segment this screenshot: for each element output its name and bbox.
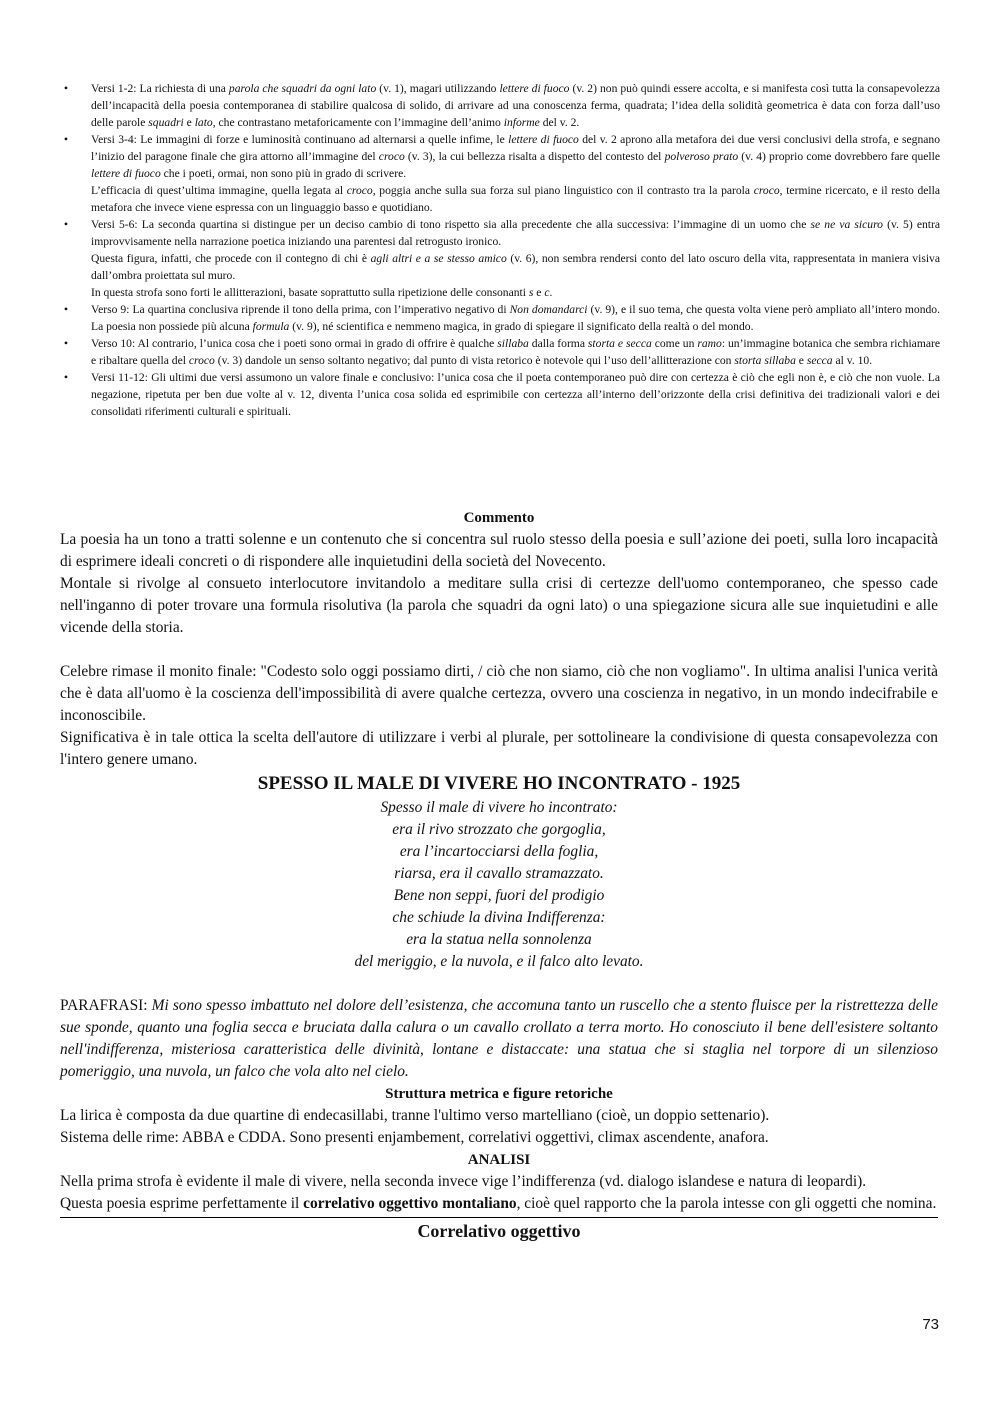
- analysis-bullet-item: [60, 80, 940, 131]
- analisi-line-1: Nella prima strofa è evidente il male di vivere, nella seconda invece vige l’indifferenza (vd. dialogo islandese e natura di leopardi).: [60, 1173, 867, 1190]
- analisi-heading: ANALISI: [467, 1152, 531, 1168]
- parafrasi-label: PARAFRASI:: [60, 997, 148, 1014]
- poem-line: che schiude la divina Indifferenza:: [392, 909, 606, 926]
- bullet-dot-icon: •: [63, 132, 69, 146]
- analysis-bullet-text: Verso 10: Al contrario, l’unica cosa che i poeti sono ormai in grado di offrire è qualche sillaba dalla forma storta e secca come un ramo: un’immagine botanica che sembra richiamare e ribaltare quella del croco (v. 3) dandole un senso soltanto negativo; dal punto di vista retorico è notevole qui l’uso dell’allitterazione con storta sillaba e secca al v. 10.: [91, 337, 940, 367]
- struttura-line-2: Sistema delle rime: ABBA e CDDA. Sono presenti enjambement, correlativi oggettivi, climax ascendente, anafora.: [60, 1129, 769, 1146]
- analysis-bullet-text: Versi 1-2: La richiesta di una parola che squadri da ogni lato (v. 1), magari utilizzando lettere di fuoco (v. 2) non può quindi essere accolta, e si manifesta così tutta la consapevolezza dell’incapacità della poesia contemporanea di stabilire qualcosa di solido, di arrivare ad una conoscenza ferma, quadrata; l’idea della solidità geometrica è data con forza dall’uso delle parole squadri e lato, che contrastano metaforicamente con l’immagine dell’animo informe del v. 2.: [91, 82, 941, 129]
- bullet-dot-icon: •: [63, 302, 69, 316]
- poem-line: del meriggio, e la nuvola, e il falco alto levato.: [354, 953, 644, 970]
- commento-paragraph-2: Montale si rivolge al consueto interlocutore invitandolo a meditare sulla crisi di certezze dell'uomo contemporaneo, che spesso cade nell'inganno di poter trovare una formula risolutiva (la parola che squadri da ogni lato) o una spiegazione sicura alle sue inquietudini e alle vicende della storia.: [60, 575, 938, 636]
- analisi-p2-bold: correlativo oggettivo montaliano: [303, 1195, 517, 1212]
- bullet-dot-icon: •: [63, 81, 69, 95]
- analysis-bullet-text: Versi 11-12: Gli ultimi due versi assumono un valore finale e conclusivo: l’unica cosa che il poeta contemporaneo può dire con certezza è ciò che egli non è, e ciò che non vuole. La negazione, ripetuta per ben due volte al v. 12, diventa l’unica cosa solida ed esprimibile con certezza all’interno dell’orizzonte della crisi definitiva dei tradizionali valori e dei consolidati riferimenti culturali e spirituali.: [91, 371, 940, 418]
- struttura-heading: Struttura metrica e figure retoriche: [385, 1086, 613, 1102]
- poem-text: [60, 797, 938, 973]
- commento-paragraph-3: Celebre rimase il monito finale: "Codesto solo oggi possiamo dirti, / ciò che non siamo, ciò che non vogliamo". In ultima analisi l'unica verità che è data all'uomo è la coscienza dell'impossibilità di avere qualche certezza, ovvero una coscienza in negativo, in un mondo indecifrabile e inconoscibile.: [60, 663, 938, 724]
- analysis-bullet-text: Versi 3-4: Le immagini di forze e luminosità continuano ad alternarsi a quelle infime, le lettere di fuoco del v. 2 aprono alla metafora dei due versi conclusivi della strofa, e segnano l’inizio del paragone finale che gira attorno all’immagine del croco (v. 3), la cui bellezza risalta a dispetto del contesto del polveroso prato (v. 4) proprio come dovrebbero fare quelle lettere di fuoco che i poeti, ormai, non sono più in grado di scrivere.: [91, 133, 941, 180]
- analysis-bullet-text: L’efficacia di quest’ultima immagine, quella legata al croco, poggia anche sulla sua forza sul piano linguistico con il contrasto tra la parola croco, termine ricercato, e il resto della metafora che invece viene espressa con un linguaggio basso e quotidiano.: [91, 184, 940, 214]
- main-body: [60, 507, 938, 1244]
- commento-paragraph-4: Significativa è in tale ottica la scelta dell'autore di utilizzare i verbi al plurale, per sottolineare la condivisione di questa consapevolezza con l'intero genere umano.: [60, 729, 938, 768]
- poem-line: Spesso il male di vivere ho incontrato:: [380, 799, 618, 816]
- commento-heading: Commento: [463, 510, 535, 526]
- bullet-dot-icon: •: [63, 336, 69, 350]
- parafrasi-text: Mi sono spesso imbattuto nel dolore dell’esistenza, che accomuna tanto un ruscello che a stento fluisce per la ristrettezza delle sue sponde, quanto una foglia secca e bruciata dalla calura o un cavallo crollato a terra morto. Ho conosciuto il bene dell'esistere soltanto nell'indifferenza, misteriosa caratteristica delle divinità, lontane e distaccate: una statua che si staglia nel torpore di un silenzioso pomeriggio, una nuvola, un falco che vola alto nel cielo.: [60, 997, 938, 1080]
- analisi-p2-before: Questa poesia esprime perfettamente il: [60, 1195, 304, 1212]
- analisi-p2-after: , cioè quel rapporto che la parola intesse con gli oggetti che nomina.: [516, 1195, 937, 1212]
- poem-line: era la statua nella sonnolenza: [406, 931, 592, 948]
- page-number: 73: [922, 1316, 939, 1333]
- analysis-bullet-text: Versi 5-6: La seconda quartina si distingue per un deciso cambio di tono rispetto sia alla precedente che alla successiva: l’immagine di un uomo che se ne va sicuro (v. 5) entra improvvisamente nella narrazione poetica iniziando una parentesi dal retrogusto ironico.: [91, 218, 941, 248]
- poem-line: Bene non seppi, fuori del prodigio: [393, 887, 605, 904]
- parafrasi-paragraph: [60, 995, 938, 1083]
- poem-line: era il rivo strozzato che gorgoglia,: [392, 821, 606, 838]
- analysis-bullet-text: Questa figura, infatti, che procede con il contegno di chi è agli altri e a se stesso amico (v. 6), non sembra rendersi conto del lato oscuro della vita, rappresentata in maniera visiva dall’ombra proiettata sul muro.: [91, 252, 940, 282]
- analysis-bullet-item: [60, 301, 940, 335]
- poem-line: era l’incartocciarsi della foglia,: [399, 843, 599, 860]
- analysis-bullet-list: [60, 80, 940, 420]
- bullet-dot-icon: •: [63, 370, 69, 384]
- analisi-paragraph-2: [60, 1193, 938, 1215]
- poem-title: SPESSO IL MALE DI VIVERE HO INCONTRATO - 1925: [257, 773, 741, 794]
- bullet-dot-icon: •: [63, 217, 69, 231]
- analysis-bullet-item: [60, 131, 940, 216]
- analysis-bullet-item: [60, 369, 940, 420]
- analysis-bullet-item: [60, 335, 940, 369]
- analysis-bullet-item: [60, 216, 940, 301]
- analysis-bullet-text: Verso 9: La quartina conclusiva riprende il tono della prima, con l’imperativo negativo di Non domandarci (v. 9), e il suo tema, che questa volta viene però ampliato all’intero mondo. La poesia non possiede più alcuna formula (v. 9), né scientifica e nemmeno magica, in grado di spiegare il significato della realtà o del mondo.: [91, 303, 940, 333]
- struttura-line-1: La lirica è composta da due quartine di endecasillabi, tranne l'ultimo verso martelliano (cioè, un doppio settenario).: [60, 1107, 770, 1124]
- analysis-bullet-text: In questa strofa sono forti le allitterazioni, basate soprattutto sulla ripetizione delle consonanti s e c.: [91, 286, 553, 299]
- correlativo-heading: Correlativo oggettivo: [417, 1221, 581, 1241]
- commento-paragraph-1: La poesia ha un tono a tratti solenne e un contenuto che si concentra sul ruolo stesso della poesia e sull’azione dei poeti, sulla loro incapacità di esprimere ideali concreti o di rispondere alle inquietudini della società del Novecento.: [60, 531, 938, 570]
- poem-line: riarsa, era il cavallo stramazzato.: [394, 865, 604, 882]
